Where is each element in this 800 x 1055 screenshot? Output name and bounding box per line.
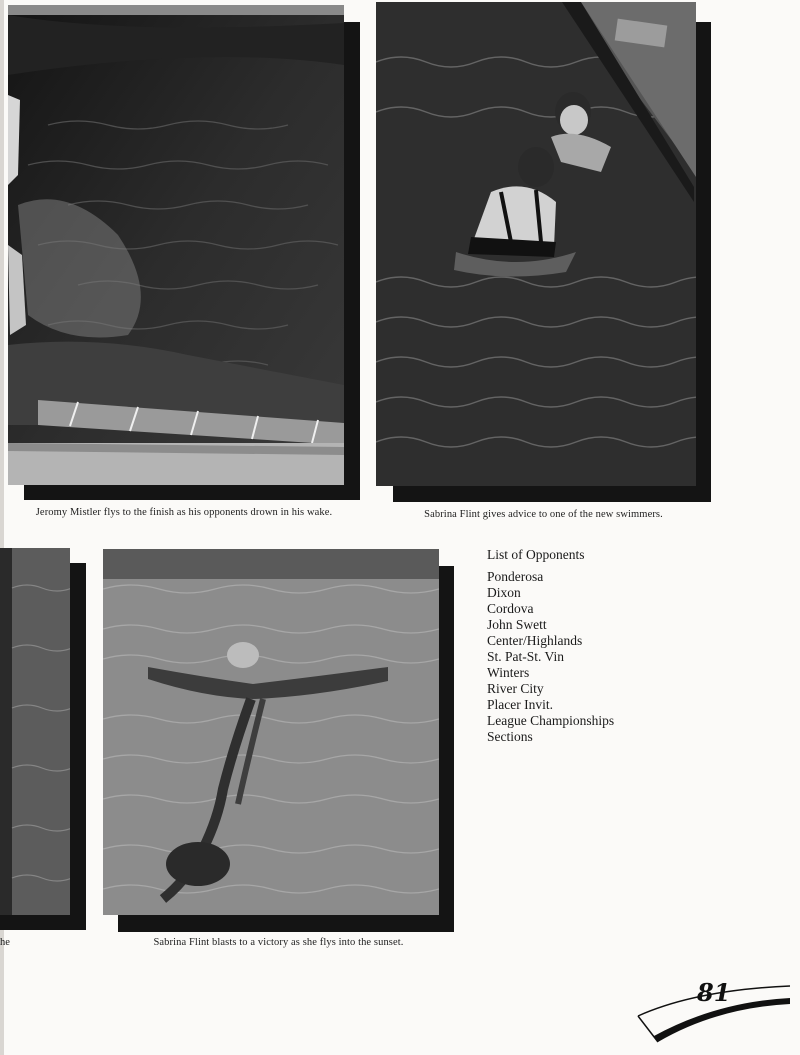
opponent-item: Ponderosa	[487, 569, 544, 584]
caption-top-left: Jeromy Mistler flys to the finish as his opponents drown in his wake.	[35, 507, 333, 518]
opponent-item: Center/Highlands	[487, 633, 583, 648]
opponents-items	[487, 569, 614, 745]
photo-swimmer-finish-image	[8, 5, 344, 485]
opponent-item: Sections	[487, 729, 533, 744]
caption-top-right: Sabrina Flint gives advice to one of the new swimmers.	[424, 509, 663, 520]
photo-butterfly-swimmer	[103, 549, 439, 915]
opponent-item: St. Pat-St. Vin	[487, 649, 564, 664]
opponent-item: Dixon	[487, 585, 521, 600]
opponent-item: League Championships	[487, 713, 615, 728]
opponent-item: Placer Invit.	[487, 697, 553, 712]
opponent-item: River City	[487, 681, 544, 696]
opponents-list	[487, 547, 614, 745]
caption-bottom-center: Sabrina Flint blasts to a victory as she flys into the sunset.	[153, 937, 404, 948]
opponent-item: John Swett	[487, 617, 547, 632]
caption-fragment-left: he	[0, 937, 10, 948]
photo-swimmers-advice-image	[376, 2, 696, 486]
photo-butterfly-swimmer-image	[103, 549, 439, 915]
opponents-heading: List of Opponents	[487, 547, 585, 562]
photo-swimmer-finish	[8, 5, 344, 485]
photo-partial-left	[0, 548, 70, 915]
page-number: 81	[697, 978, 731, 1007]
photo-partial-left-image	[0, 548, 70, 915]
photo-swimmers-advice	[376, 2, 696, 486]
opponent-item: Cordova	[487, 601, 534, 616]
opponent-item: Winters	[487, 665, 530, 680]
